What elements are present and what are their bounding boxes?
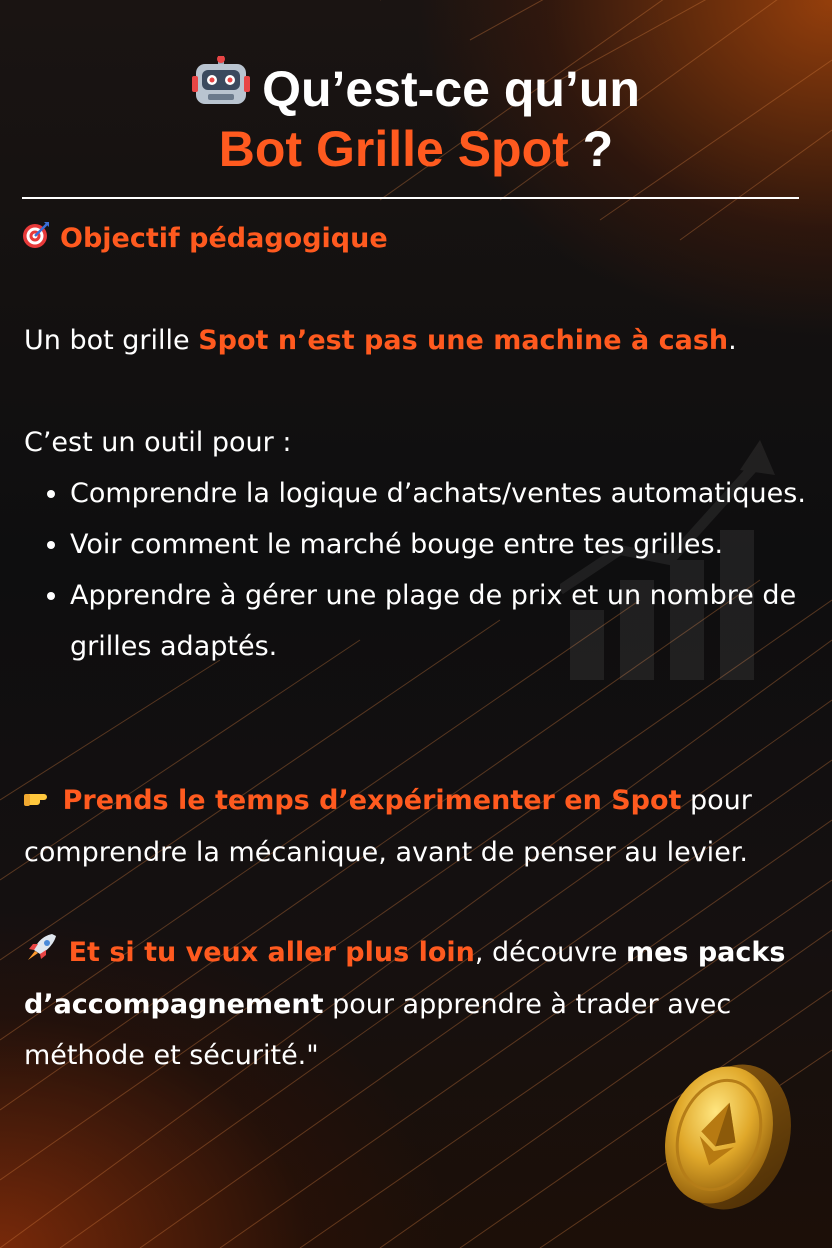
intro-prefix: Un bot grille	[24, 325, 199, 356]
page-title	[0, 56, 832, 177]
pointing-hand-icon	[24, 776, 54, 827]
rocket-icon	[24, 928, 60, 979]
tip-rest: pour	[681, 785, 752, 816]
tip-paragraph	[24, 775, 814, 878]
ethereum-coin-icon	[655, 1055, 795, 1215]
lead-text: C’est un outil pour :	[24, 427, 292, 458]
cta-text2: pour apprendre à trader avec	[323, 989, 732, 1020]
cta-bold2: d’accompagnement	[24, 989, 324, 1020]
target-icon	[22, 221, 50, 256]
intro-paragraph	[24, 315, 737, 366]
objective-label: Objectif pédagogique	[60, 223, 388, 254]
intro-suffix: .	[728, 325, 737, 356]
cta-text1: , découvre	[474, 937, 626, 968]
objective-heading	[22, 221, 388, 256]
intro-highlight: Spot n’est pas une machine à cash	[198, 325, 729, 356]
list-item: • Voir comment le marché bouge entre tes grilles.	[70, 519, 810, 570]
title-divider	[22, 197, 799, 199]
tip-line2: comprendre la mécanique, avant de penser au levier.	[24, 837, 749, 868]
cta-bold: mes packs	[625, 937, 786, 968]
title-line1: Qu’est-ce qu’un	[262, 60, 640, 117]
purpose-list	[24, 468, 810, 672]
list-item: • Apprendre à gérer une plage de prix et un nombre de grilles adaptés.	[70, 570, 810, 672]
cta-highlight: Et si tu veux aller plus loin	[68, 937, 475, 968]
tip-highlight: Prends le temps d’expérimenter en Spot	[62, 785, 682, 816]
title-highlight: Bot Grille Spot	[218, 121, 569, 177]
cta-line3: méthode et sécurité."	[24, 1040, 319, 1071]
list-item: • Comprendre la logique d’achats/ventes automatiques.	[70, 468, 810, 519]
title-question-mark: ?	[568, 121, 614, 177]
robot-icon	[192, 56, 250, 121]
